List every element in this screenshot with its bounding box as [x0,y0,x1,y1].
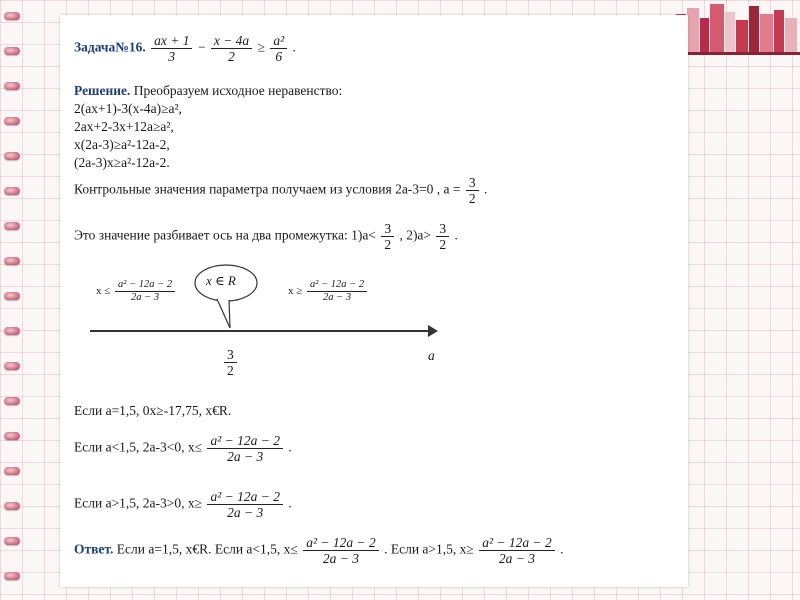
fraction: $\frac{ax + 1}{3}$ [151,33,192,64]
task-statement: Задача№16. $\frac{ax + 1}{3}$ − $\frac{x - 4a}{2}$ ≥ $\frac{\text{a²}}{6}$ . [74,33,296,64]
fraction: $\frac{\text{a² − 12a − 2}}{2a - 3}$ [307,279,367,304]
axis-arrow [428,325,438,337]
solution-label: Решение. [74,83,131,98]
solution-step: (2a-3)x≥a²-12a-2. [74,155,170,170]
fraction: $\frac{3}{2}$ [466,175,479,206]
fraction: $\frac{3}{2}$ [224,347,237,378]
fraction: $\frac{\text{a²}}{6}$ [270,33,287,64]
solution-step: 2(ax+1)-3(x-4a)≥a², [74,101,182,116]
split-point [222,347,239,378]
answer-label: Ответ. [74,541,114,557]
number-axis [90,330,430,332]
fraction: $\frac{3}{2}$ [436,221,449,252]
fraction: $\frac{\text{a² − 12a − 2}}{2a - 3}$ [207,433,283,464]
answer: Ответ. Если a=1,5, x€R. Если a<1,5, x≤ $\frac{\text{a² − 12a − 2}}{2a - 3}$ . Если a>1,5, x≥ $\frac{\text{a² − 12a − 2}}{2a - 3}$ . [74,535,564,566]
solution-step: 2ax+2-3x+12a≥a², [74,119,174,134]
task-label: Задача№16. [74,39,146,55]
fraction: $\frac{\text{a² − 12a − 2}}{2a - 3}$ [207,489,283,520]
left-interval-solution: x ≤ $\frac{\text{a² − 12a − 2}}{2a - 3}$ [96,279,177,304]
solution-step: x(2a-3)≥a²-12a-2, [74,137,170,152]
books-decoration [670,0,800,55]
interval-split: Это значение разбивает ось на два промежутка: 1)a< $\frac{3}{2}$ , 2)a> $\frac{3}{2}$ . [74,221,458,252]
right-interval-solution: x ≥ $\frac{\text{a² − 12a − 2}}{2a - 3}$ [288,279,369,304]
fraction: $\frac{\text{a² − 12a − 2}}{2a - 3}$ [479,535,555,566]
fraction: $\frac{\text{a² − 12a − 2}}{2a - 3}$ [115,279,175,304]
bubble-text: x ∈ R [206,273,236,288]
control-values: Контрольные значения параметра получаем из условия 2a-3=0 , a = $\frac{3}{2}$ . [74,175,488,206]
case-less: Если a<1,5, 2a-3<0, x≤ $\frac{\text{a² − 12a − 2}}{2a - 3}$ . [74,433,292,464]
case-equal: Если a=1,5, 0x≥-17,75, x€R. [74,403,232,418]
fraction: $\frac{\text{a² − 12a − 2}}{2a - 3}$ [303,535,379,566]
notebook-binding [0,0,34,600]
solution-intro: Решение. Преобразуем исходное неравенство: [74,83,343,98]
axis-label: a [428,348,435,363]
fraction: $\frac{3}{2}$ [381,221,394,252]
case-greater: Если a>1,5, 2a-3>0, x≥ $\frac{\text{a² − 12a − 2}}{2a - 3}$ . [74,489,292,520]
slide-content [60,15,688,587]
fraction: $\frac{x - 4a}{2}$ [211,33,252,64]
